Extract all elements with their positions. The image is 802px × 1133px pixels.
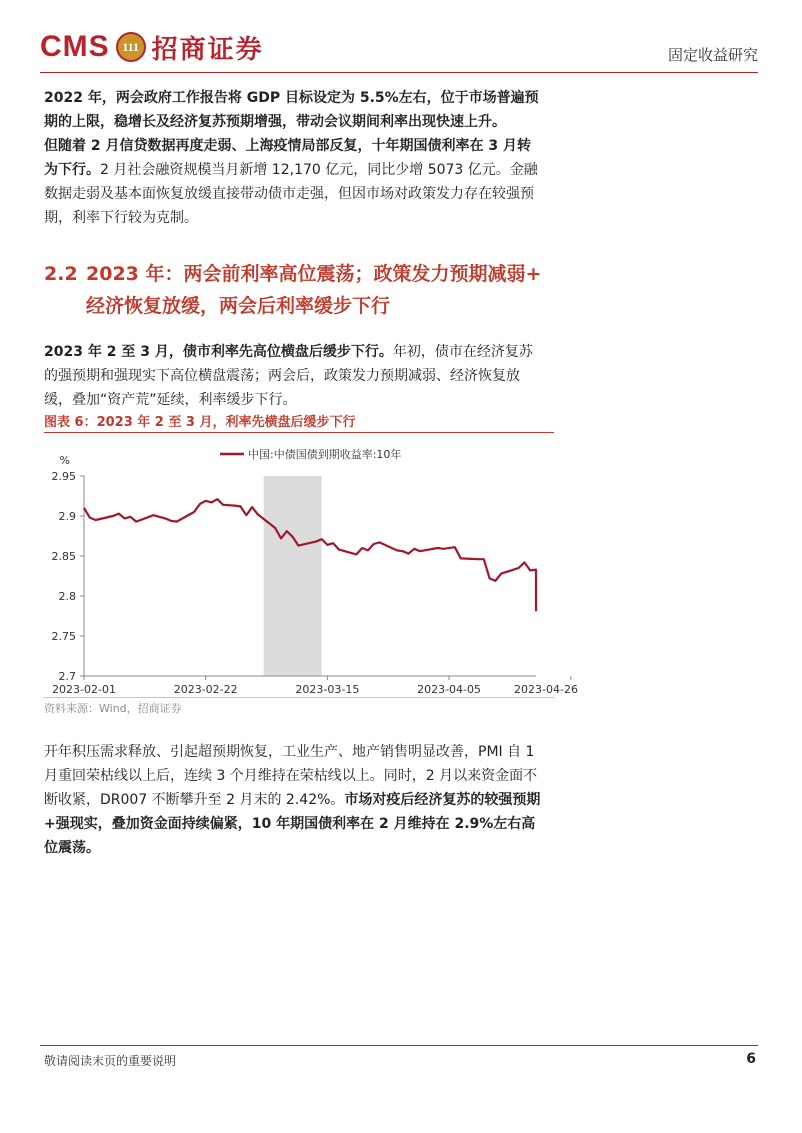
- y-tick-label: 2.8: [58, 590, 76, 603]
- figure-source: 资料来源：Wind，招商证券: [44, 702, 182, 715]
- company-logo: [40, 30, 264, 64]
- y-tick-label: 2.75: [51, 630, 76, 643]
- x-tick-label: 2023-02-01: [52, 683, 116, 696]
- y-tick-label: 2.95: [51, 470, 76, 483]
- shaded-period: [264, 476, 322, 676]
- y-tick-label: 2.9: [58, 510, 76, 523]
- paragraph-text: 年初，债市在经济复苏的强预期和强现实下高位横盘震荡；两会后，政策发力预期减弱、经济恢复放缓，叠加“资产荒”延续，利率缓步下行。: [44, 344, 533, 408]
- x-tick-label: 2023-02-22: [173, 683, 238, 696]
- section-heading: [44, 258, 564, 322]
- y-axis-unit: %: [59, 454, 70, 467]
- logo-text-chinese: 招商证券: [151, 34, 264, 65]
- figure-title: 图表 6：2023 年 2 至 3 月，利率先横盘后缓步下行: [44, 415, 356, 430]
- y-tick-label: 2.85: [51, 550, 76, 563]
- figure-bottom-rule: [44, 697, 554, 698]
- footer-divider: [40, 1045, 758, 1046]
- paragraph-2022-gdp: [44, 86, 544, 134]
- paragraph-text: 开年积压需求释放、引起超预期恢复，工业生产、地产销售明显改善，PMI 自 1 月重回荣枯线以上后，连续 3 个月维持在荣枯线以上。同时，2 月以来资金面不断收紧，DR007 不断攀升至 2 月末的 2.42%。: [44, 744, 538, 808]
- paragraph-credit-data: [44, 134, 544, 230]
- paragraph-bold: 2023 年 2 至 3 月，债市利率先高位横盘后缓步下行。: [44, 344, 393, 360]
- x-tick-label: 2023-03-15: [295, 683, 360, 696]
- page-number: 6: [746, 1051, 756, 1067]
- footer-notice: 敬请阅读末页的重要说明: [44, 1054, 177, 1068]
- paragraph-bold: 市场对疫后经济复苏的较强预期+强现实，叠加资金面持续偏紧，10 年期国债利率在 2 月维持在 2.9%左右高位震荡。: [44, 792, 541, 856]
- x-tick-label: 2023-04-05: [417, 683, 482, 696]
- paragraph-2023-feb-mar: [44, 340, 544, 412]
- line-chart: [44, 440, 578, 698]
- y-tick-label: 2.7: [58, 670, 76, 683]
- report-type: 固定收益研究: [667, 46, 758, 64]
- logo-badge-icon: 111: [116, 32, 146, 62]
- x-tick-label: 2023-04-26: [514, 683, 578, 696]
- legend-label: 中国:中债国债到期收益率:10年: [248, 448, 402, 461]
- section-number: 2.2: [44, 263, 78, 285]
- figure-title-rule: [44, 432, 554, 433]
- paragraph-text: 2 月社会融资规模当月新增 12,170 亿元，同比少增 5073 亿元。金融数据走弱及基本面恢复放缓直接带动债市走强，但因市场对政策发力存在较强预期，利率下行较为克制。: [44, 162, 538, 226]
- section-title-line1: 2023 年：两会前利率高位震荡；政策发力预期减弱+: [86, 263, 542, 285]
- logo-text-latin: CMS: [40, 30, 110, 63]
- header-divider: [40, 72, 758, 73]
- section-title-line2: 经济恢复放缓，两会后利率缓步下行: [86, 295, 391, 317]
- paragraph-pmi: [44, 740, 544, 860]
- paragraph-bold: 2022 年，两会政府工作报告将 GDP 目标设定为 5.5%左右，位于市场普遍预期的上限，稳增长及经济复苏预期增强，带动会议期间利率出现快速上升。: [44, 90, 539, 130]
- paragraph-bold: 但随着 2 月信贷数据再度走弱、上海疫情局部反复，十年期国债利率在 3 月转为下行。: [44, 138, 531, 178]
